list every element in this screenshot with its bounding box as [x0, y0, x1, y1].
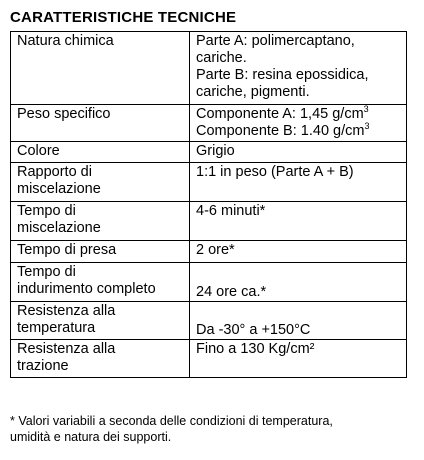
- property-cell: [11, 105, 190, 142]
- value-cell: [190, 202, 407, 241]
- footnote-line: * Valori variabili a seconda delle condizioni di temperatura,: [10, 414, 333, 428]
- property-cell: [11, 32, 190, 105]
- superscript: 3: [364, 121, 370, 131]
- table-row: [11, 142, 407, 163]
- value-text: Da -30° a +150°C: [196, 322, 311, 338]
- property-label: Natura chimica: [17, 33, 114, 49]
- table-row: [11, 32, 407, 105]
- property-label: Colore: [17, 143, 60, 159]
- property-label: temperatura: [17, 320, 96, 336]
- value-cell: [190, 105, 407, 142]
- value-text: Componente A: 1,45 g/cm: [196, 106, 364, 122]
- property-label: indurimento completo: [17, 281, 156, 297]
- table-row: [11, 163, 407, 202]
- table-row: [11, 202, 407, 241]
- value-text: 4-6 minuti*: [196, 203, 266, 219]
- property-label: Peso specifico: [17, 106, 111, 122]
- value-cell: [190, 340, 407, 378]
- value-text: Parte A: polimercaptano,: [196, 33, 355, 49]
- value-cell: [190, 32, 407, 105]
- value-text: Parte B: resina epossidica,: [196, 67, 369, 83]
- value-cell: [190, 163, 407, 202]
- property-label: Tempo di: [17, 203, 76, 219]
- specs-table: [10, 31, 407, 378]
- property-label: miscelazione: [17, 181, 101, 197]
- table-row: [11, 105, 407, 142]
- value-text: 24 ore ca.*: [196, 284, 267, 300]
- value-line: [196, 123, 400, 140]
- property-label: Rapporto di: [17, 164, 92, 180]
- value-text: 1:1 in peso (Parte A + B): [196, 164, 354, 180]
- value-text: 2 ore*: [196, 242, 235, 258]
- value-cell: [190, 302, 407, 340]
- footnote-line: umidità e natura dei supporti.: [10, 430, 172, 444]
- table-row: [11, 263, 407, 302]
- property-cell: [11, 202, 190, 241]
- value-cell: [190, 142, 407, 163]
- property-cell: [11, 263, 190, 302]
- value-text: cariche, pigmenti.: [196, 84, 310, 100]
- property-label: Resistenza alla: [17, 341, 116, 357]
- value-text: Grigio: [196, 143, 235, 159]
- table-row: [11, 241, 407, 263]
- property-cell: [11, 142, 190, 163]
- property-cell: [11, 241, 190, 263]
- superscript: 3: [363, 104, 369, 114]
- section-title: CARATTERISTICHE TECNICHE: [10, 9, 237, 26]
- table-row: [11, 302, 407, 340]
- property-label: trazione: [17, 358, 69, 374]
- table-row: [11, 340, 407, 378]
- property-label: miscelazione: [17, 220, 101, 236]
- value-cell: [190, 241, 407, 263]
- property-label: Tempo di presa: [17, 242, 117, 258]
- property-cell: [11, 340, 190, 378]
- property-label: Tempo di: [17, 264, 76, 280]
- property-cell: [11, 302, 190, 340]
- property-label: Resistenza alla: [17, 303, 116, 319]
- footnote: [10, 413, 415, 445]
- property-cell: [11, 163, 190, 202]
- value-text: Componente B: 1.40 g/cm: [196, 123, 365, 139]
- value-cell: [190, 263, 407, 302]
- value-text: Fino a 130 Kg/cm²: [196, 341, 315, 357]
- value-text: cariche.: [196, 50, 247, 66]
